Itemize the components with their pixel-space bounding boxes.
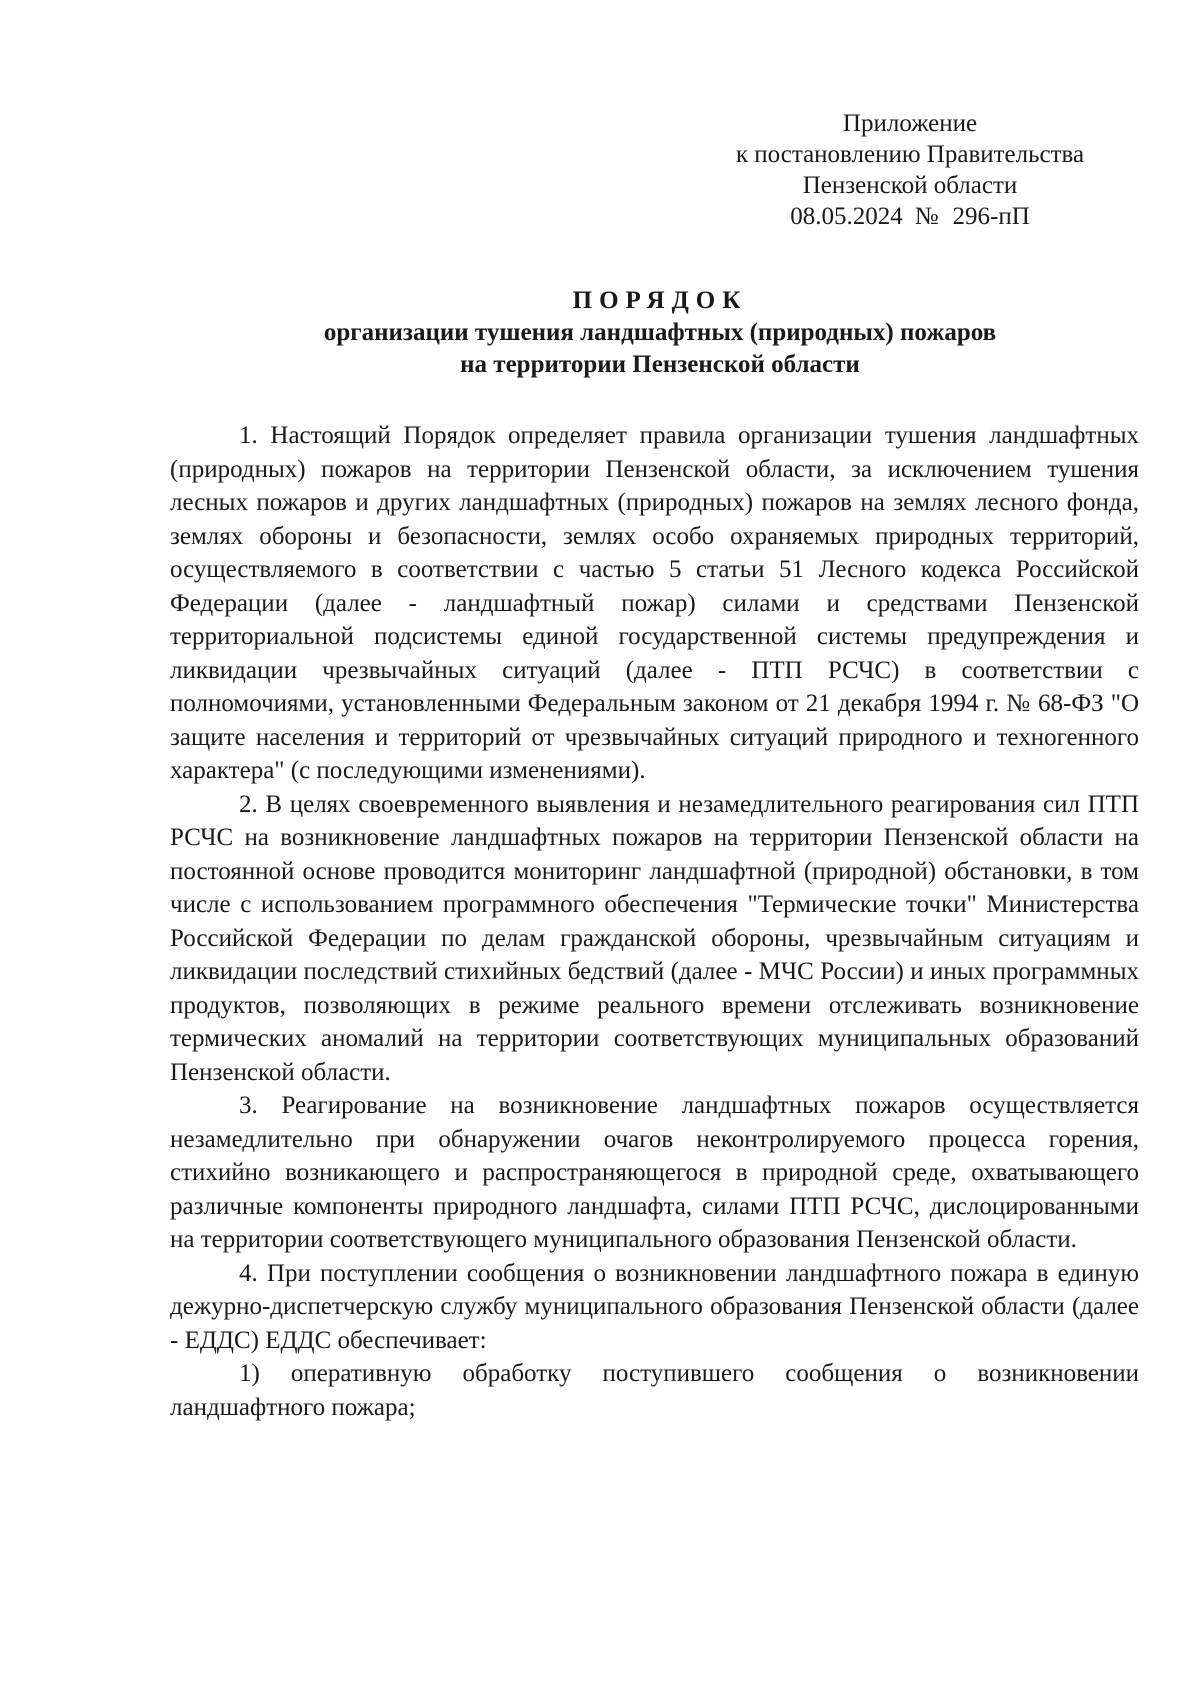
paragraph-2: 2. В целях своевременного выявления и незамедлительного реагирования сил ПТП РСЧС на возникновение ландшафтных пожаров на территории Пензенской области на постоянной основе проводится мониторинг ландшафтной (природной) обстановки, в том числе с использованием программного обеспечения "Термические точки" Министерства Российской Федерации по делам гражданской обороны, чрезвычайным ситуациям и ликвидации последствий стихийных бедствий (далее - МЧС России) и иных программных продуктов, позволяющих в режиме реального времени отслеживать возникновение термических аномалий на территории соответствующих муниципальных образований Пензенской области. [170,790,1139,1086]
paragraph-4-item-1: 1) оперативную обработку поступившего сообщения о возникновении ландшафтного пожара; [170,1360,1139,1421]
number-sign: № [914,203,939,230]
paragraph-1: 1. Настоящий Порядок определяет правила организации тушения ландшафтных (природных) пожаров на территории Пензенской области, за исключением тушения лесных пожаров и других ландшафтных (природных) пожаров на землях лесного фонда, землях обороны и безопасности, землях особо охраняемых природных территорий, осуществляемого в соответствии с частью 5 статьи 51 Лесного кодекса Российской Федерации (далее - ландшафтный пожар) силами и средствами Пензенской территориальной подсистемы единой государственной системы предупреждения и ликвидации чрезвычайных ситуаций (далее - ПТП РСЧС) в соответствии с полномочиями, установленными Федеральным законом от 21 декабря 1994 г. № 68-ФЗ "О защите населения и территорий от чрезвычайных ситуаций природного и техногенного характера" (с последующими изменениями). [170,422,1139,784]
decree-number: 296-пП [952,203,1030,230]
appendix-region: Пензенской области [802,172,1018,199]
document-subtitle-line2: на территории Пензенской области [460,351,860,378]
document-title-block [170,285,1150,381]
decree-date: 08.05.2024 [790,203,903,230]
appendix-date-number [700,201,1120,232]
appendix-label: Приложение [842,110,978,137]
document-title: ПОРЯДОК [572,287,748,314]
paragraph-3: 3. Реагирование на возникновение ландшафтных пожаров осуществляется незамедлительно при обнаружении очагов неконтролируемого процесса горения, стихийно возникающего и распространяющегося в природной среде, охватывающего различные компоненты природного ландшафта, силами ПТП РСЧС, дислоцированными на территории соответствующего муниципального образования Пензенской области. [170,1092,1139,1253]
appendix-header [700,108,1120,232]
document-subtitle-line1: организации тушения ландшафтных (природных) пожаров [323,319,997,346]
appendix-decree-ref: к постановлению Правительства [735,141,1085,168]
paragraph-4: 4. При поступлении сообщения о возникновении ландшафтного пожара в единую дежурно-диспетчерскую службу муниципального образования Пензенской области (далее - ЕДДС) ЕДДС обеспечивает: [170,1259,1139,1354]
document-body [170,419,1139,1424]
